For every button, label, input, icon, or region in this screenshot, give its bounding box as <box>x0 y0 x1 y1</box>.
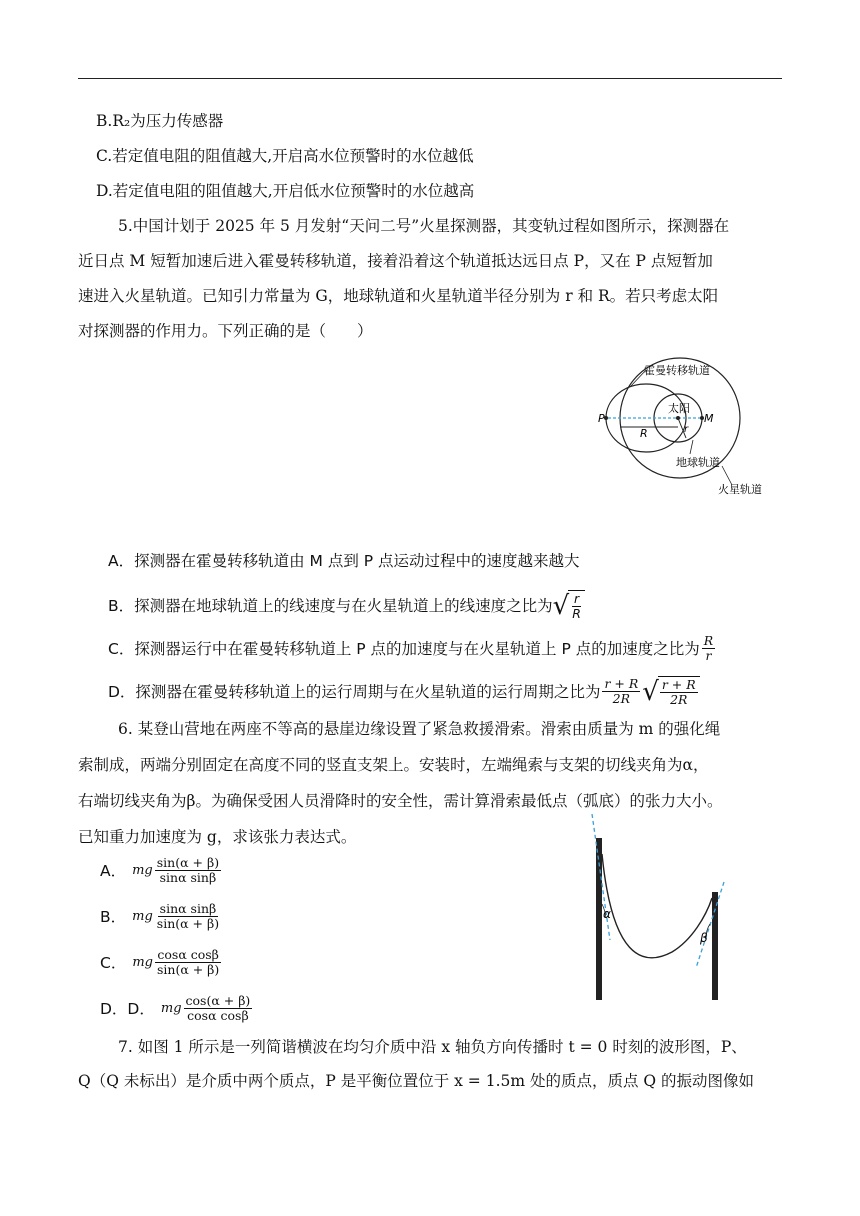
c-den: r <box>705 648 712 663</box>
c-num: R <box>703 633 714 648</box>
q5-option-d-text: D．探测器在霍曼转移轨道上的运行周期与在火星轨道的运行周期之比为 <box>108 682 601 701</box>
q6-stem-line-4: 已知重力加速度为 g，求该张力表达式。 <box>78 828 357 846</box>
q7-stem-line-2: Q（Q 未标出）是介质中两个质点，P 是平衡位置位于 x = 1.5m 处的质点，质点 Q 的振动图像如 <box>78 1072 755 1090</box>
d-sqrt-den: 2R <box>670 692 688 707</box>
header-rule <box>78 78 782 79</box>
q5-stem-line-4: 对探测器的作用力。下列正确的是（ ） <box>78 322 373 340</box>
label-M: M <box>704 412 714 425</box>
q6-stem-line-3: 右端切线夹角为β。为确保受困人员滑降时的安全性，需计算滑索最低点（弧底）的张力大小。 <box>78 792 723 810</box>
q5-option-c-text: C．探测器运行中在霍曼转移轨道上 P 点的加速度与在火星轨道上 P 点的加速度之比为 <box>108 639 700 658</box>
d-sqrt-num: r + R <box>661 677 696 692</box>
q5-stem-line-1: 5.中国计划于 2025 年 5 月发射“天问二号”火星探测器，其变轨过程如图所示，探测器在 <box>118 217 730 235</box>
label-alpha: α <box>603 907 611 921</box>
mg-prefix: mg <box>132 862 153 878</box>
left-pole <box>596 838 602 1000</box>
label-sun: 太阳 <box>668 402 690 415</box>
q5-stem-line-2: 近日点 M 短暂加速后进入霍曼转移轨道，接着沿着这个轨道抵达远日点 P，又在 P 点短暂加 <box>78 252 713 270</box>
label-earth-orbit: 地球轨道 <box>676 456 720 469</box>
label-beta: β <box>700 931 708 945</box>
q6-stem-line-1: 6. 某登山营地在两座不等高的悬崖边缘设置了紧急救援滑索。滑索由质量为 m 的强化绳 <box>118 720 721 738</box>
q4-option-b: B.R₂为压力传感器 <box>96 112 224 130</box>
sqrt-r-over-R: √ $\frac{r}{R}$ <box>553 590 585 621</box>
q6-option-c-label: C． <box>100 953 127 972</box>
frac-R-over-r <box>702 634 715 663</box>
frac-r-plus-R-over-2R <box>602 677 640 706</box>
label-P: P <box>598 412 605 425</box>
mg-prefix: mg <box>132 908 153 924</box>
rope-curve <box>602 854 712 958</box>
q7-stem-line-1: 7. 如图 1 所示是一列简谐横波在均匀介质中沿 x 轴负方向传播时 t = 0 时刻的波形图，P、 <box>118 1038 747 1056</box>
q5-option-b <box>108 590 585 621</box>
mg-prefix: mg <box>160 1000 182 1016</box>
q5-stem-line-3: 速进入火星轨道。已知引力常量为 G，地球轨道和火星轨道半径分别为 r 和 R。若只考虑太阳 <box>78 287 719 305</box>
q6-b-num: sinα sinβ <box>159 901 217 916</box>
q6-option-d-label: D．D． <box>100 999 155 1018</box>
q6-option-a-label: A． <box>100 861 127 880</box>
q6-c-num: cosα cosβ <box>157 947 219 962</box>
q6-d-den: cosα cosβ <box>187 1008 249 1023</box>
earth-leader <box>690 440 693 454</box>
q6-option-b <box>100 902 223 931</box>
q6-stem-line-2: 索制成，两端分别固定在高度不同的竖直支架上。安装时，左端绳索与支架的切线夹角为α， <box>78 756 709 774</box>
mg-prefix: mg <box>132 954 153 970</box>
label-R: R <box>640 427 648 440</box>
q5-option-b-text: B．探测器在地球轨道上的线速度与在火星轨道上的线速度之比为 <box>108 596 553 615</box>
b-num: r <box>573 591 580 606</box>
q5-option-d <box>108 676 700 707</box>
q6-frac-b <box>155 902 221 931</box>
sqrt-r-plus-R-over-2R: √ $\frac{r + R}{2R}$ <box>642 676 699 707</box>
right-tangent <box>696 882 724 968</box>
sun-dot <box>676 416 680 420</box>
b-den: R <box>572 606 581 621</box>
label-hohmann: 霍曼转移轨道 <box>644 364 710 377</box>
d-frac-num: r + R <box>604 676 639 691</box>
label-r: r <box>684 424 689 435</box>
q6-option-b-label: B． <box>100 907 127 926</box>
q6-c-den: sin(α + β) <box>156 962 220 977</box>
label-mars-orbit: 火星轨道 <box>718 483 762 496</box>
d-frac-den: 2R <box>612 691 631 706</box>
q5-option-a: A．探测器在霍曼转移轨道由 M 点到 P 点运动过程中的速度越来越大 <box>108 552 580 570</box>
q6-a-den: sinα sinβ <box>159 870 217 885</box>
q6-frac-a <box>155 856 221 885</box>
zipline-diagram <box>582 808 732 1008</box>
q6-a-num: sin(α + β) <box>156 855 220 870</box>
q6-b-den: sin(α + β) <box>156 916 220 931</box>
q6-frac-d <box>184 994 253 1023</box>
q4-option-d: D.若定值电阻的阻值越大,开启低水位预警时的水位越高 <box>96 182 475 200</box>
q4-option-c: C.若定值电阻的阻值越大,开启高水位预警时的水位越低 <box>96 147 474 165</box>
q6-option-a <box>100 856 223 885</box>
q5-option-c <box>108 634 717 663</box>
right-pole <box>712 892 718 1000</box>
q6-option-c <box>100 948 223 977</box>
q6-d-num: cos(α + β) <box>185 993 251 1008</box>
orbit-diagram <box>590 352 790 504</box>
q6-frac-c <box>155 948 221 977</box>
q6-option-d <box>100 994 254 1023</box>
